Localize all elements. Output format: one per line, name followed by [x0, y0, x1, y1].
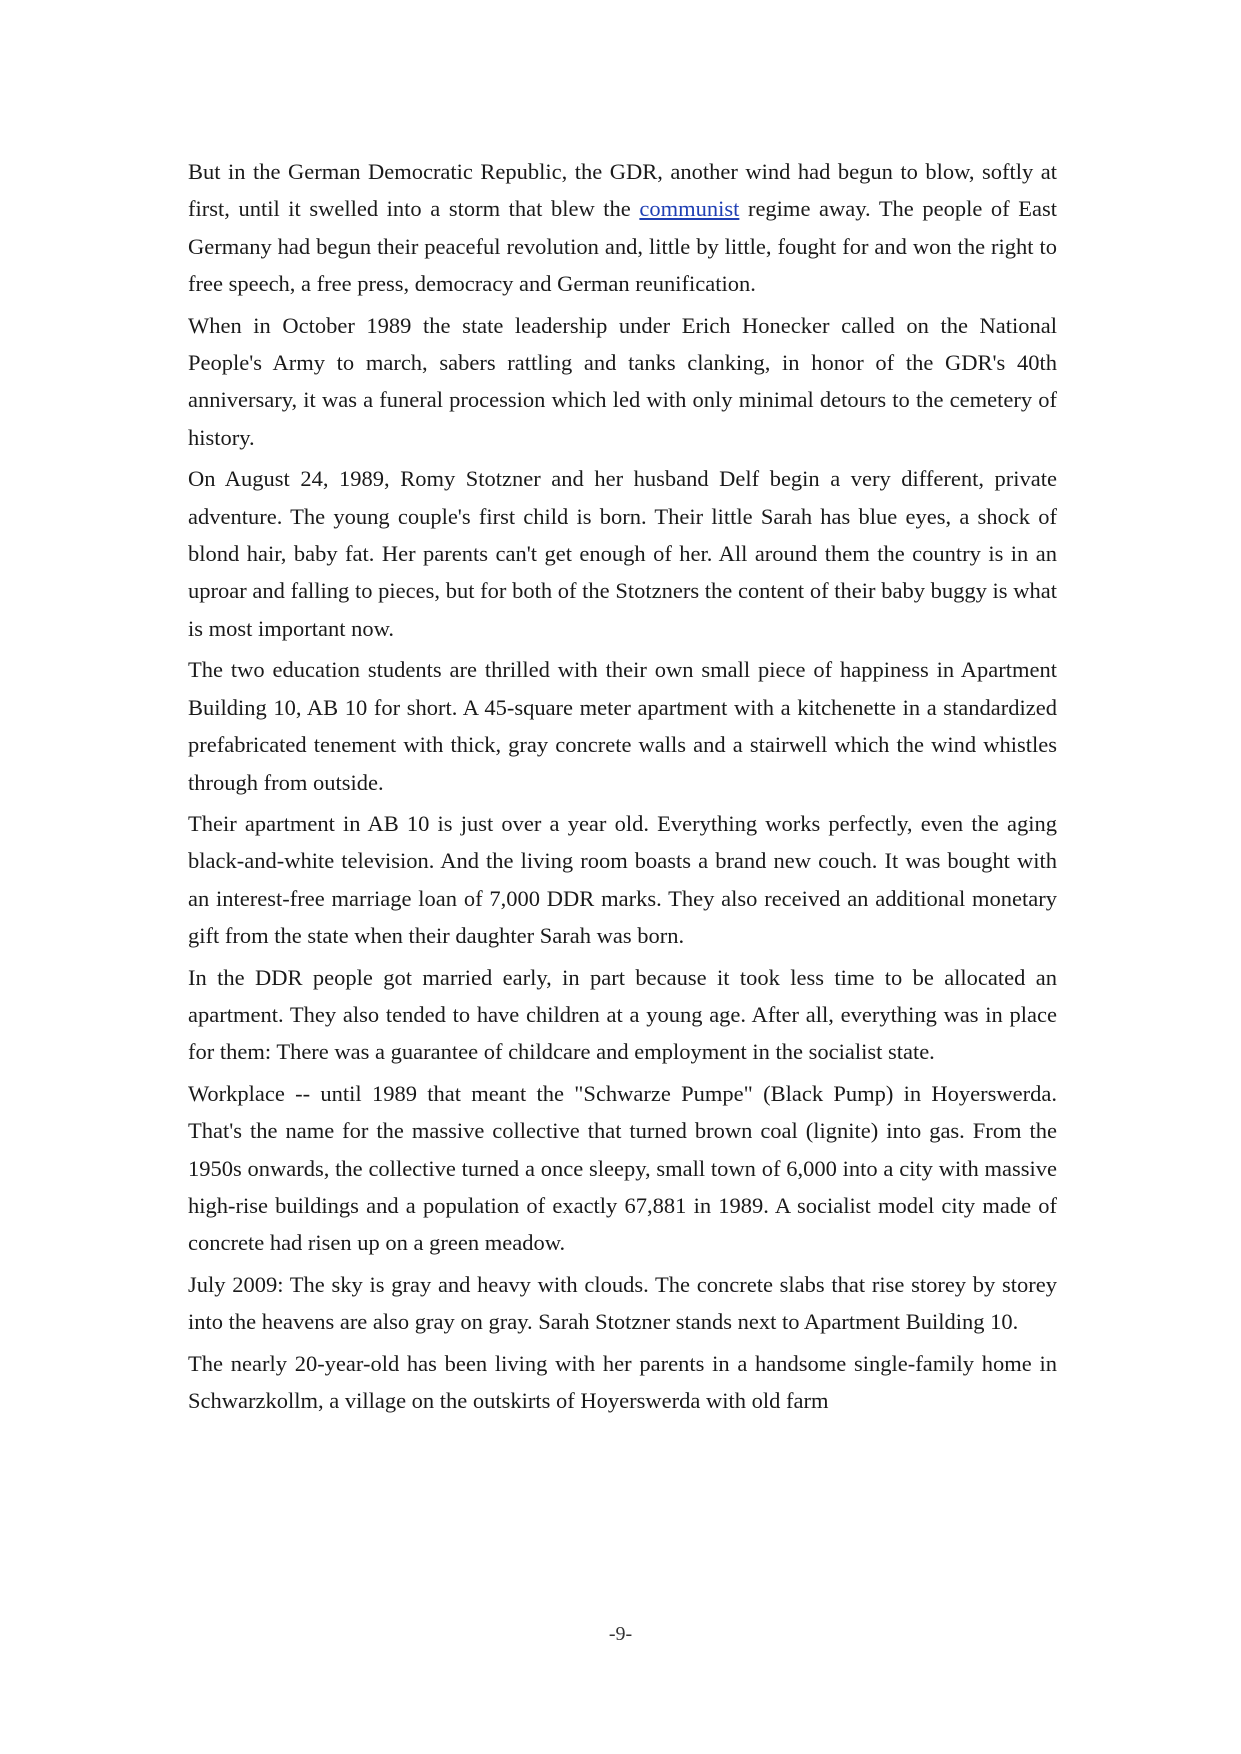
page-number: -9-	[608, 1623, 633, 1645]
paragraph: The two education students are thrilled with their own small piece of happiness in Apartment Building 10, AB 10 for short. A 45-square meter apartment with a kitchenette in a standardized prefabricated tenement with thick, gray concrete walls and a stairwell which the wind whistles through from outside.	[188, 657, 1057, 795]
paragraph-text: But in the German Democratic Republic, the GDR, another wind had begun to blow, softly at first, until it swelled into a storm that blew the	[188, 159, 1057, 222]
paragraph: Workplace -- until 1989 that meant the "Schwarze Pumpe" (Black Pump) in Hoyerswerda. That's the name for the massive collective that turned brown coal (lignite) into gas. From the 1950s onwards, the collective turned a once sleepy, small town of 6,000 into a city with massive high-rise buildings and a population of exactly 67,881 in 1989. A socialist model city made of concrete had risen up on a green meadow.	[188, 1080, 1057, 1256]
paragraph: When in October 1989 the state leadership under Erich Honecker called on the National People's Army to march, sabers rattling and tanks clanking, in honor of the GDR's 40th anniversary, it was a funeral procession which led with only minimal detours to the cemetery of history.	[188, 312, 1057, 450]
paragraph: The nearly 20-year-old has been living with her parents in a handsome single-family home in Schwarzkollm, a village on the outskirts of Hoyerswerda with old farm	[188, 1350, 1057, 1413]
paragraph-text: regime away. The people of East Germany had begun their peaceful revolution and, little by little, fought for and won the right to free speech, a free press, democracy and German reunification.	[188, 196, 1057, 297]
communist-link[interactable]: communist	[639, 196, 740, 222]
body-text	[188, 153, 1057, 1423]
paragraph: Their apartment in AB 10 is just over a year old. Everything works perfectly, even the aging black-and-white television. And the living room boasts a brand new couch. It was bought with an interest-free marriage loan of 7,000 DDR marks. They also received an additional monetary gift from the state when their daughter Sarah was born.	[188, 810, 1057, 949]
paragraph: In the DDR people got married early, in part because it took less time to be allocated an apartment. They also tended to have children at a young age. After all, everything was in place for them: There was a guarantee of childcare and employment in the socialist state.	[188, 964, 1057, 1065]
paragraph	[188, 153, 1057, 303]
paragraph: July 2009: The sky is gray and heavy with clouds. The concrete slabs that rise storey by storey into the heavens are also gray on gray. Sarah Stotzner stands next to Apartment Building 10.	[188, 1271, 1057, 1335]
paragraph: On August 24, 1989, Romy Stotzner and her husband Delf begin a very different, private adventure. The young couple's first child is born. Their little Sarah has blue eyes, a shock of blond hair, baby fat. Her parents can't get enough of her. All around them the country is in an uproar and falling to pieces, but for both of the Stotzners the content of their baby buggy is what is most important now.	[188, 466, 1057, 641]
